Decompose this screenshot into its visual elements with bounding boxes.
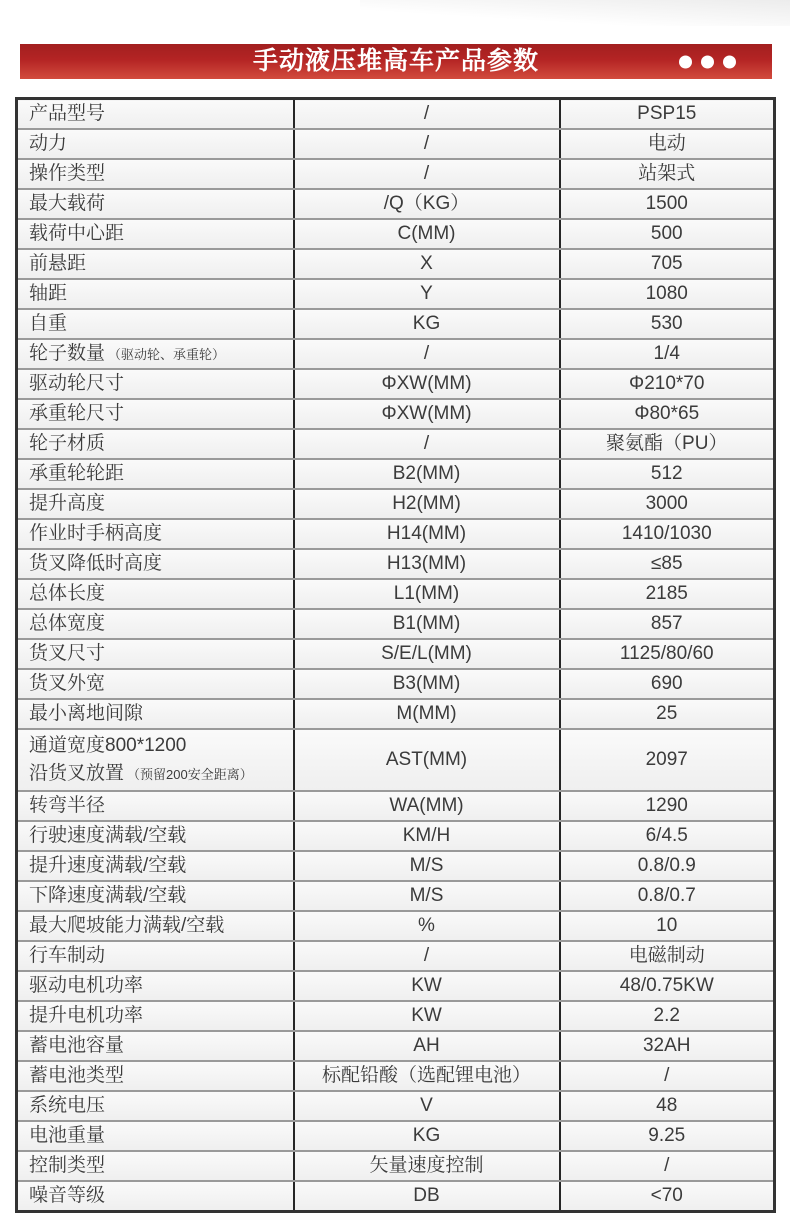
param-value-cell: 6/4.5: [560, 821, 775, 851]
param-symbol-cell: KW: [294, 971, 560, 1001]
table-row: [17, 1151, 775, 1181]
table-row: [17, 429, 775, 459]
param-name-cell: 操作类型: [17, 159, 294, 189]
param-name-cell: 动力: [17, 129, 294, 159]
table-row: [17, 699, 775, 729]
table-row: [17, 249, 775, 279]
table-row: [17, 971, 775, 1001]
param-symbol-cell: X: [294, 249, 560, 279]
param-name-cell: 轮子数量 （驱动轮、承重轮）: [17, 339, 294, 369]
param-name-cell: 最小离地间隙: [17, 699, 294, 729]
param-value-cell: 705: [560, 249, 775, 279]
param-name-cell: 噪音等级: [17, 1181, 294, 1212]
param-name-cell: 驱动轮尺寸: [17, 369, 294, 399]
table-row: [17, 219, 775, 249]
param-symbol-cell: /: [294, 429, 560, 459]
param-value-cell: 0.8/0.7: [560, 881, 775, 911]
table-row: [17, 519, 775, 549]
param-symbol-cell: /: [294, 129, 560, 159]
table-row: [17, 911, 775, 941]
param-name-cell: 系统电压: [17, 1091, 294, 1121]
param-symbol-cell: 标配铅酸（选配锂电池）: [294, 1061, 560, 1091]
param-value-cell: Φ80*65: [560, 399, 775, 429]
param-name-cell: 转弯半径: [17, 791, 294, 821]
param-symbol-cell: S/E/L(MM): [294, 639, 560, 669]
param-symbol-cell: M/S: [294, 851, 560, 881]
param-value-cell: 2.2: [560, 1001, 775, 1031]
param-symbol-cell: DB: [294, 1181, 560, 1212]
param-symbol-cell: B3(MM): [294, 669, 560, 699]
param-symbol-cell: KG: [294, 309, 560, 339]
three-dots-icon: [679, 55, 736, 68]
param-name-cell: 电池重量: [17, 1121, 294, 1151]
param-name-cell: 承重轮轮距: [17, 459, 294, 489]
table-row: [17, 189, 775, 219]
param-name-cell: 承重轮尺寸: [17, 399, 294, 429]
param-symbol-cell: L1(MM): [294, 579, 560, 609]
table-row: [17, 791, 775, 821]
param-value-cell: Φ210*70: [560, 369, 775, 399]
param-value-cell: 48: [560, 1091, 775, 1121]
param-value-cell: ≤85: [560, 549, 775, 579]
param-value-cell: 1500: [560, 189, 775, 219]
param-name-cell: 载荷中心距: [17, 219, 294, 249]
header-banner: [20, 44, 772, 79]
param-name-cell: 下降速度满载/空载: [17, 881, 294, 911]
param-value-cell: 9.25: [560, 1121, 775, 1151]
param-symbol-cell: /: [294, 339, 560, 369]
table-row: [17, 669, 775, 699]
param-name-cell: 轮子材质: [17, 429, 294, 459]
param-symbol-cell: ΦXW(MM): [294, 369, 560, 399]
param-name-cell: 蓄电池类型: [17, 1061, 294, 1091]
param-value-cell: /: [560, 1151, 775, 1181]
param-symbol-cell: KM/H: [294, 821, 560, 851]
param-symbol-cell: Y: [294, 279, 560, 309]
param-value-cell: /: [560, 1061, 775, 1091]
table-row: [17, 1061, 775, 1091]
param-symbol-cell: KW: [294, 1001, 560, 1031]
param-name-cell: 行车制动: [17, 941, 294, 971]
param-value-cell: 1290: [560, 791, 775, 821]
param-name-cell: 前悬距: [17, 249, 294, 279]
param-symbol-cell: /: [294, 99, 560, 130]
param-value-cell: 512: [560, 459, 775, 489]
param-name-cell: 提升高度: [17, 489, 294, 519]
param-value-cell: 站架式: [560, 159, 775, 189]
table-row: [17, 549, 775, 579]
param-symbol-cell: H14(MM): [294, 519, 560, 549]
param-value-cell: 电动: [560, 129, 775, 159]
spec-table: [15, 97, 776, 1213]
top-right-sheen: [360, 0, 790, 26]
param-value-cell: 1125/80/60: [560, 639, 775, 669]
table-row: [17, 609, 775, 639]
param-symbol-cell: /: [294, 941, 560, 971]
table-row: [17, 99, 775, 130]
param-symbol-cell: /Q（KG）: [294, 189, 560, 219]
param-name-cell: 通道宽度800*1200 沿货叉放置 （预留200安全距离）: [17, 729, 294, 791]
param-value-cell: 2185: [560, 579, 775, 609]
param-symbol-cell: 矢量速度控制: [294, 1151, 560, 1181]
param-symbol-cell: B1(MM): [294, 609, 560, 639]
page-title: 手动液压堆高车产品参数: [252, 47, 539, 75]
table-row: [17, 1091, 775, 1121]
param-value-cell: 0.8/0.9: [560, 851, 775, 881]
param-name-cell: 总体宽度: [17, 609, 294, 639]
param-name-cell: 货叉尺寸: [17, 639, 294, 669]
table-row: [17, 459, 775, 489]
table-row: [17, 1121, 775, 1151]
table-row: [17, 1031, 775, 1061]
param-name-cell: 货叉降低时高度: [17, 549, 294, 579]
param-name-cell: 总体长度: [17, 579, 294, 609]
param-value-cell: 530: [560, 309, 775, 339]
param-name-cell: 最大爬坡能力满载/空载: [17, 911, 294, 941]
table-row: [17, 579, 775, 609]
table-row: [17, 881, 775, 911]
param-value-cell: 500: [560, 219, 775, 249]
table-row: [17, 399, 775, 429]
param-symbol-cell: V: [294, 1091, 560, 1121]
param-symbol-cell: %: [294, 911, 560, 941]
table-row: [17, 729, 775, 791]
param-value-cell: 1/4: [560, 339, 775, 369]
param-name-cell: 最大载荷: [17, 189, 294, 219]
table-row: [17, 339, 775, 369]
param-name-cell: 作业时手柄高度: [17, 519, 294, 549]
param-name-cell: 驱动电机功率: [17, 971, 294, 1001]
table-row: [17, 489, 775, 519]
param-symbol-cell: H13(MM): [294, 549, 560, 579]
table-row: [17, 639, 775, 669]
param-name-cell: 蓄电池容量: [17, 1031, 294, 1061]
table-row: [17, 159, 775, 189]
param-value-cell: PSP15: [560, 99, 775, 130]
param-name-cell: 提升速度满载/空载: [17, 851, 294, 881]
param-value-cell: 1410/1030: [560, 519, 775, 549]
param-symbol-cell: ΦXW(MM): [294, 399, 560, 429]
param-name-cell: 轴距: [17, 279, 294, 309]
table-row: [17, 1181, 775, 1212]
param-symbol-cell: KG: [294, 1121, 560, 1151]
param-symbol-cell: AST(MM): [294, 729, 560, 791]
param-symbol-cell: C(MM): [294, 219, 560, 249]
param-value-cell: 10: [560, 911, 775, 941]
table-row: [17, 129, 775, 159]
param-value-cell: 48/0.75KW: [560, 971, 775, 1001]
param-value-cell: 3000: [560, 489, 775, 519]
param-value-cell: 25: [560, 699, 775, 729]
param-name-cell: 提升电机功率: [17, 1001, 294, 1031]
param-symbol-cell: WA(MM): [294, 791, 560, 821]
param-symbol-cell: B2(MM): [294, 459, 560, 489]
table-row: [17, 941, 775, 971]
param-symbol-cell: M/S: [294, 881, 560, 911]
table-row: [17, 1001, 775, 1031]
table-row: [17, 369, 775, 399]
param-value-cell: 1080: [560, 279, 775, 309]
param-name-cell: 货叉外宽: [17, 669, 294, 699]
param-name-cell: 控制类型: [17, 1151, 294, 1181]
param-value-cell: 电磁制动: [560, 941, 775, 971]
param-name-cell: 自重: [17, 309, 294, 339]
param-name-cell: 行驶速度满载/空载: [17, 821, 294, 851]
param-symbol-cell: M(MM): [294, 699, 560, 729]
param-value-cell: 2097: [560, 729, 775, 791]
table-row: [17, 821, 775, 851]
param-symbol-cell: H2(MM): [294, 489, 560, 519]
param-value-cell: <70: [560, 1181, 775, 1212]
param-value-cell: 690: [560, 669, 775, 699]
table-row: [17, 309, 775, 339]
table-row: [17, 851, 775, 881]
param-value-cell: 聚氨酯（PU）: [560, 429, 775, 459]
param-name-cell: 产品型号: [17, 99, 294, 130]
table-row: [17, 279, 775, 309]
param-symbol-cell: AH: [294, 1031, 560, 1061]
param-value-cell: 32AH: [560, 1031, 775, 1061]
param-value-cell: 857: [560, 609, 775, 639]
param-symbol-cell: /: [294, 159, 560, 189]
